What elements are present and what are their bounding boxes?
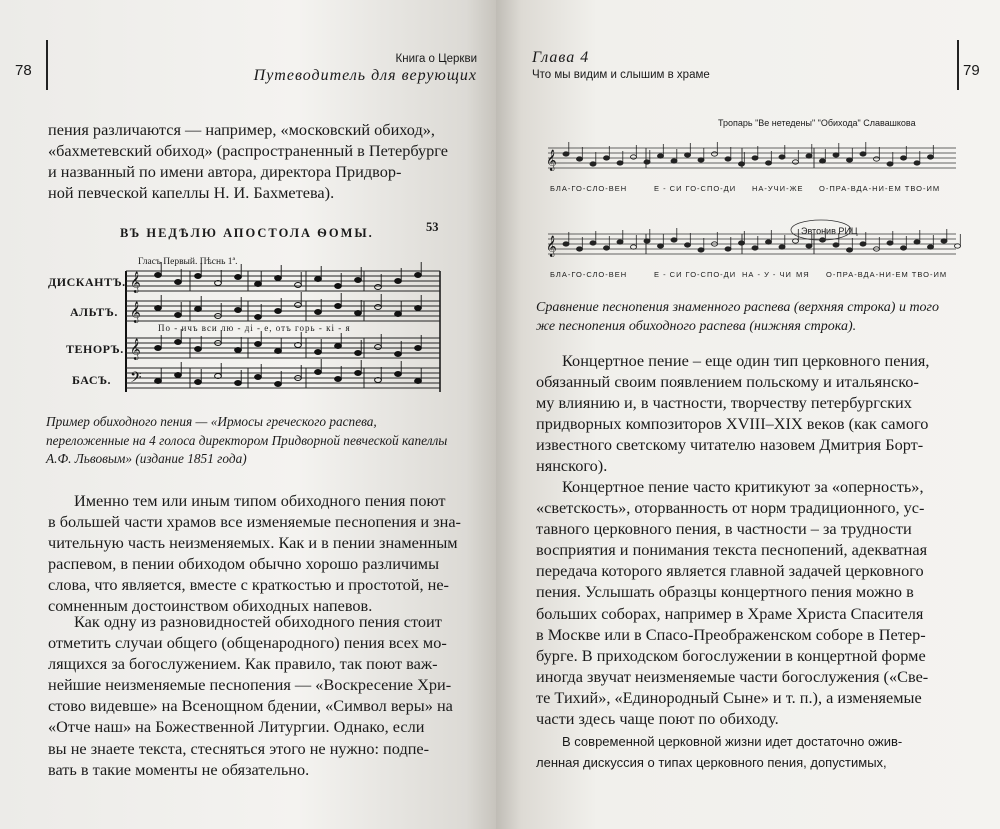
text-line: стово видевше» на Всенощном бдении, «Символ веры» на	[48, 696, 453, 716]
note	[175, 373, 182, 378]
caption-line: переложенные на 4 голоса директором Придворной певческой капеллы	[46, 432, 448, 448]
score-page-ref: 53	[426, 220, 439, 234]
paragraph-2	[536, 476, 964, 729]
text-line: нейшие неизменяемые песнопения — «Воскресение Хри-	[48, 675, 452, 695]
musical-score	[0, 0, 496, 400]
text-line: ленная дискуссия о типах церковного пения, допустимых,	[536, 755, 887, 770]
note	[766, 161, 772, 165]
note	[415, 346, 422, 351]
note	[155, 379, 162, 384]
text-line: Концертное пение – еще один тип церковного пения,	[562, 351, 930, 370]
page-number: 79	[963, 62, 980, 79]
note	[175, 280, 182, 285]
text-line: обязанный своим появлением польскому и итальянско-	[536, 372, 919, 392]
note	[275, 349, 282, 354]
running-header-subtitle: Путеводитель для верующих	[253, 67, 477, 84]
note	[295, 303, 302, 308]
text-line: в Москве или в Спасо-Преображенском соборе в Петер-	[536, 624, 926, 644]
caption-line: Пример обиходного пения — «Ирмосы греческого распева,	[46, 414, 377, 429]
note	[295, 283, 302, 288]
score-title: ВЪ НЕДѢЛЮ АПОСТОЛА ѲОМЫ.	[120, 226, 374, 240]
text-line: в большей части храмов все изменяемые песнопения и зна-	[48, 512, 461, 532]
treble-clef: 𝄞	[130, 302, 141, 323]
text-line: лящихся за богослужением. Как правило, так поют важ-	[48, 654, 438, 674]
note	[255, 315, 262, 320]
running-header-book: Книга о Церкви	[395, 53, 477, 65]
text-line: передача которого является главной задачей церковного	[536, 561, 924, 581]
note	[175, 313, 182, 318]
note	[175, 340, 182, 345]
syllables: БЛА-ГО-СЛО-ВЕН	[550, 184, 628, 193]
figure-caption	[536, 298, 976, 336]
note	[395, 352, 402, 357]
note	[725, 157, 731, 161]
text-line: Именно тем или иным типом обиходного пения поют	[74, 491, 446, 510]
voice-label-discant: ДИСКАНТЪ.	[48, 275, 126, 289]
text-line: и названный по имени автора, директора Придвор-	[48, 162, 402, 182]
caption-line: А.Ф. Львовым» (издание 1851 года)	[46, 451, 247, 466]
note	[793, 160, 799, 164]
note	[847, 158, 853, 162]
chant-comparison-figure	[496, 0, 1000, 300]
text-line: В современной церковной жизни идет достаточно ожив-	[562, 734, 903, 749]
syllables: МЯ	[796, 270, 810, 279]
note	[874, 157, 880, 161]
voice-label-alt: АЛЬТЪ.	[70, 305, 118, 319]
chapter-subtitle: Что мы видим и слышим в храме	[532, 69, 710, 81]
note	[335, 284, 342, 289]
note	[195, 347, 202, 352]
note	[195, 307, 202, 312]
note	[617, 240, 623, 244]
note	[806, 244, 812, 248]
note	[275, 309, 282, 314]
note	[779, 155, 785, 159]
note	[315, 277, 322, 282]
note	[725, 247, 731, 251]
note	[335, 377, 342, 382]
note	[155, 346, 162, 351]
treble-clef: 𝄞	[130, 339, 141, 360]
text-line: распевом, в пении обиходом обычно хорошо различимы	[48, 554, 440, 574]
note	[275, 276, 282, 281]
note	[335, 304, 342, 309]
note	[833, 243, 839, 247]
text-line: сомненным достоинством обиходных напевов.	[48, 596, 373, 616]
note	[235, 348, 242, 353]
note	[685, 243, 691, 247]
note	[235, 275, 242, 280]
note	[914, 240, 920, 244]
note	[860, 242, 866, 246]
voice-label-tenor: ТЕНОРЪ.	[66, 342, 124, 356]
text-line: Как одну из разновидностей обиходного пения стоит	[74, 612, 442, 631]
paragraph-1	[48, 490, 478, 617]
chapter-label: Глава 4	[532, 49, 590, 66]
text-line: му влиянию и, в частности, творчеству петербургских	[536, 393, 912, 413]
note	[355, 351, 362, 356]
treble-clef: 𝄞	[130, 272, 141, 293]
syllables: НА-УЧИ-ЖЕ	[752, 184, 804, 193]
right-page	[496, 0, 1000, 829]
figure-handwritten-title: Тропарь "Ве нетедены" "Обихода" Славашкова	[718, 118, 916, 128]
figure-row2-label: Эвтонив РИЦ	[801, 226, 858, 236]
note	[941, 239, 947, 243]
note	[928, 245, 934, 249]
discussion-paragraph	[536, 731, 966, 773]
note	[766, 240, 772, 244]
note	[955, 244, 961, 248]
score-caption	[46, 413, 486, 469]
note	[355, 278, 362, 283]
note	[563, 152, 569, 156]
text-line: тавного церковного пения, в частности – за трудности	[536, 519, 912, 539]
text-line: слова, что является, вместе с краткостью и простотой, не-	[48, 575, 449, 595]
bass-clef: 𝄢	[130, 369, 142, 390]
note	[590, 241, 596, 245]
note	[685, 153, 691, 157]
note	[577, 157, 583, 161]
note	[887, 241, 893, 245]
text-line: пения различаются — например, «московский обиход»,	[48, 120, 435, 139]
note	[914, 161, 920, 165]
note	[644, 239, 650, 243]
note	[577, 247, 583, 251]
text-line: иногда звучат неизменяемые части богослужения («Све-	[536, 666, 929, 686]
score-lyrics: По - ичъ вси лю - ді - е, отъ горь - кі - я	[158, 323, 351, 333]
note	[375, 305, 382, 310]
text-line: чительную часть неизменяемых. Как и в пении знаменным	[48, 533, 458, 553]
text-line: «Отче наш» на Божественной Литургии. Однако, если	[48, 717, 425, 737]
note	[847, 248, 853, 252]
note	[671, 238, 677, 242]
left-page	[0, 0, 496, 829]
note	[604, 246, 610, 250]
note	[631, 155, 637, 159]
note	[644, 160, 650, 164]
note	[658, 244, 664, 248]
note	[617, 161, 623, 165]
text-line: части здесь чаще поют по обиходу.	[536, 709, 779, 729]
note	[155, 273, 162, 278]
treble-clef: 𝄞	[546, 150, 557, 171]
note	[698, 248, 704, 252]
note	[739, 241, 745, 245]
text-line: придворных композиторов XVIII–XIX веков (как самого	[536, 414, 929, 434]
note	[860, 152, 866, 156]
text-line: вать в такие моменты не обязательно.	[48, 759, 310, 779]
syllables: НА - У - ЧИ	[742, 270, 792, 279]
text-line: Концертное пение часто критикуют за «оперность»,	[562, 477, 924, 496]
paragraph-2	[48, 611, 478, 780]
text-line: «бахметевский обиход» (распространенный в Петербурге	[48, 141, 448, 161]
note	[375, 345, 382, 350]
note	[901, 246, 907, 250]
note	[752, 246, 758, 250]
paragraph-1	[536, 350, 964, 477]
note	[806, 154, 812, 158]
voice-label-bass: БАСЪ.	[72, 373, 112, 387]
text-line: отметить случаи общего (общенародного) пения всех мо-	[48, 633, 447, 653]
syllables: О-ПРА-ВДА-НИ-ЕМ ТВО-ИМ	[826, 270, 948, 279]
note	[631, 245, 637, 249]
note	[415, 306, 422, 311]
note	[255, 375, 262, 380]
note	[887, 162, 893, 166]
text-line: те Тихий», «Единородный Сыне» и т. п.), а изменяемые	[536, 687, 922, 707]
note	[355, 311, 362, 316]
syllables: О-ПРА-ВДА-НИ-ЕМ ТВО-ИМ	[819, 184, 941, 193]
note	[563, 242, 569, 246]
note	[315, 310, 322, 315]
caption-line: Сравнение песнопения знаменного распева (верхняя строка) и того	[536, 300, 940, 315]
treble-clef: 𝄞	[546, 236, 557, 257]
text-line: вы не знаете текста, стесняться этого не нужно: подпе-	[48, 738, 430, 758]
note	[255, 342, 262, 347]
note	[698, 158, 704, 162]
note	[195, 380, 202, 385]
note	[415, 273, 422, 278]
note	[793, 239, 799, 243]
note	[604, 156, 610, 160]
note	[155, 306, 162, 311]
note	[255, 282, 262, 287]
note	[752, 156, 758, 160]
note	[712, 152, 718, 156]
note	[375, 285, 382, 290]
caption-line: же песнопения обиходного распева (нижняя строка).	[536, 319, 857, 334]
note	[658, 154, 664, 158]
text-line: восприятия и понимания текста песнопений, адекватная	[536, 540, 928, 560]
note	[590, 162, 596, 166]
text-line: пения. Услышать образцы концертного пения можно в	[536, 582, 914, 602]
note	[779, 245, 785, 249]
note	[395, 312, 402, 317]
note	[355, 371, 362, 376]
note	[671, 159, 677, 163]
note	[315, 350, 322, 355]
note	[235, 308, 242, 313]
note	[315, 370, 322, 375]
note	[901, 156, 907, 160]
note	[395, 372, 402, 377]
note	[928, 155, 934, 159]
handwritten-circle	[791, 220, 851, 240]
text-line: «светскость», оторванность от норм традиционного, ус-	[536, 498, 925, 518]
syllables: Е - СИ ГО-СПО-ДИ	[654, 184, 737, 193]
note	[195, 274, 202, 279]
text-line: нянского).	[536, 456, 608, 476]
note	[235, 381, 242, 386]
text-line: известного светскому читателю назовем Дмитрия Борт-	[536, 435, 924, 455]
note	[739, 162, 745, 166]
syllables: Е - СИ ГО-СПО-ДИ	[654, 270, 737, 279]
note	[833, 153, 839, 157]
note	[275, 382, 282, 387]
text-line: ной певческой капеллы Н. И. Бахметева).	[48, 183, 335, 203]
note	[335, 344, 342, 349]
text-line: больших соборах, например в Храме Христа Спасителя	[536, 603, 924, 623]
score-subtitle: Гласъ Первый. Пѣснь 1ª.	[138, 257, 238, 267]
note	[415, 379, 422, 384]
syllables: БЛА-ГО-СЛО-ВЕН	[550, 270, 628, 279]
text-line: бурге. В приходском богослужении в концертной форме	[536, 645, 926, 665]
note	[820, 159, 826, 163]
note	[395, 279, 402, 284]
page-number: 78	[15, 62, 32, 79]
